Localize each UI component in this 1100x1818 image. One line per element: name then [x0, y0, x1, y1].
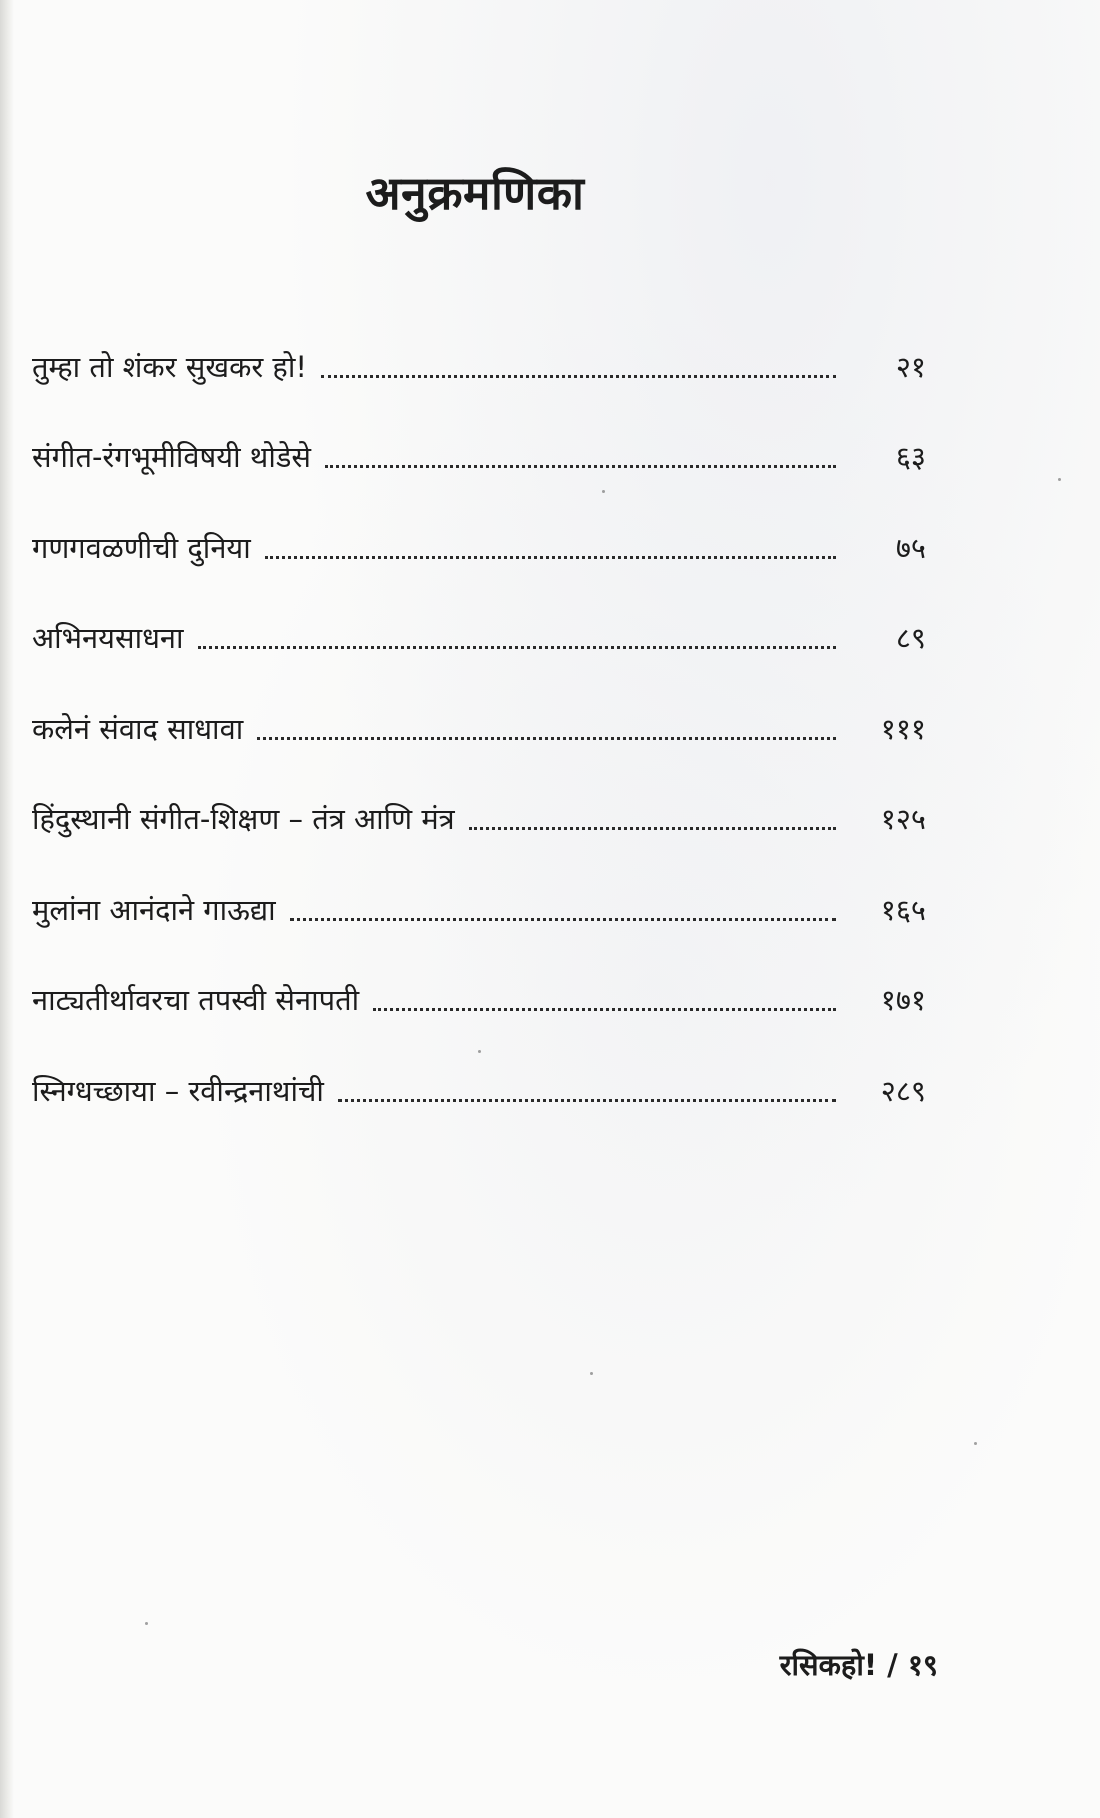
- toc-entry-title: मुलांना आनंदाने गाऊद्या: [32, 892, 276, 927]
- dot-leader: [325, 465, 836, 468]
- dot-leader: [257, 737, 836, 740]
- toc-entry-page-number: ६३: [895, 440, 926, 474]
- print-speck: [478, 1050, 481, 1053]
- toc-entry-page-number: २८९: [880, 1073, 926, 1108]
- toc-entry: [32, 305, 932, 396]
- toc-entry: [32, 577, 932, 668]
- toc-entry-title: तुम्हा तो शंकर सुखकर हो!: [32, 349, 307, 384]
- toc-entry: [32, 667, 932, 758]
- toc-entry: [32, 1029, 932, 1120]
- toc-entry: [32, 848, 932, 939]
- toc-entry-title: संगीत-रंगभूमीविषयी थोडेसे: [32, 440, 311, 474]
- toc-entry-title: नाट्यतीर्थावरचा तपस्वी सेनापती: [32, 983, 360, 1017]
- toc-entry: [32, 396, 932, 487]
- toc-entry-page-number: ८९: [895, 621, 926, 655]
- print-speck: [590, 1372, 593, 1375]
- print-speck: [602, 490, 605, 493]
- dot-leader: [198, 646, 836, 649]
- toc-entry-title: अभिनयसाधना: [32, 621, 184, 655]
- toc-entry: [32, 486, 932, 577]
- toc-entry-title: कलेनं संवाद साधावा: [32, 711, 244, 746]
- toc-entry-title: हिंदुस्थानी संगीत-शिक्षण – तंत्र आणि मंत्र: [32, 802, 455, 836]
- dot-leader: [338, 1099, 836, 1102]
- toc-entry: [32, 758, 932, 849]
- toc-entry-page-number: १७१: [880, 983, 926, 1017]
- dot-leader: [265, 556, 836, 559]
- page-gutter-shadow: [0, 0, 14, 1818]
- running-footer: रसिकहो! / १९: [779, 1648, 938, 1682]
- toc-entry-title: गणगवळणीची दुनिया: [32, 530, 251, 565]
- toc-entry-page-number: १६५: [880, 892, 926, 927]
- toc-entry-page-number: ७५: [895, 530, 926, 565]
- print-speck: [145, 1622, 148, 1625]
- print-speck: [974, 1442, 977, 1445]
- page-title: अनुक्रमणिका: [365, 165, 585, 220]
- toc-entry: [32, 939, 932, 1030]
- print-speck: [1058, 478, 1061, 481]
- toc-entry-title: स्निग्धच्छाया – रवीन्द्रनाथांची: [32, 1073, 324, 1108]
- toc-entry-page-number: २१: [895, 349, 926, 384]
- toc-entry-page-number: १११: [880, 711, 926, 746]
- dot-leader: [290, 918, 836, 921]
- toc-entry-page-number: १२५: [880, 802, 926, 836]
- dot-leader: [373, 1008, 836, 1011]
- table-of-contents: [32, 305, 932, 1120]
- dot-leader: [469, 827, 836, 830]
- dot-leader: [321, 375, 836, 378]
